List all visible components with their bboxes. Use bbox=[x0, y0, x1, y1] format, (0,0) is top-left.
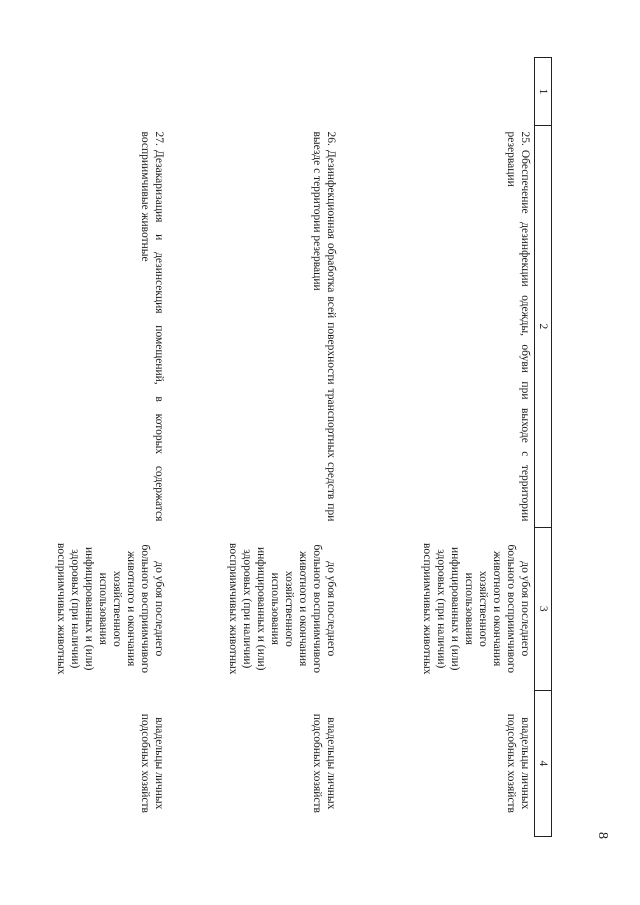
term-line: здоровых (при наличии) bbox=[68, 549, 81, 669]
responsible-line: подсобных хозяйств bbox=[504, 713, 517, 813]
row-number-label: 25. bbox=[518, 131, 531, 146]
term-line: хозяйственного bbox=[282, 570, 295, 647]
term-line: восприимчивых животных bbox=[226, 543, 239, 675]
row-measure-text: Дезакаризация и дезинсекция помещений, в которых содержатся восприимчивые животные bbox=[138, 131, 165, 522]
table-row bbox=[0, 58, 168, 837]
term-line: до убоя последнего bbox=[324, 561, 337, 657]
row-number bbox=[0, 58, 168, 126]
row-responsible bbox=[340, 690, 535, 836]
responsible-line: владельцы личных bbox=[324, 717, 337, 810]
table-row bbox=[168, 58, 340, 837]
term-line: использования bbox=[96, 572, 109, 645]
row-responsible bbox=[168, 690, 340, 836]
term-line: использования bbox=[462, 572, 475, 645]
row-term bbox=[340, 527, 535, 690]
term-line: использования bbox=[268, 572, 281, 645]
term-line: до убоя последнего bbox=[152, 561, 165, 657]
header-col-3: 3 bbox=[534, 527, 551, 690]
responsible-line: подсобных хозяйств bbox=[138, 713, 151, 813]
term-line: больного восприимчивого bbox=[504, 544, 517, 674]
term-line: восприимчивых животных bbox=[54, 543, 67, 675]
term-line: до убоя последнего bbox=[518, 561, 531, 657]
table-header-row bbox=[534, 58, 551, 837]
term-line: животного и окончания bbox=[490, 551, 503, 667]
header-col-1: 1 bbox=[534, 58, 551, 126]
term-line: животного и окончания bbox=[296, 551, 309, 667]
row-term bbox=[0, 527, 168, 690]
row-number-label: 26. bbox=[324, 131, 337, 146]
row-responsible bbox=[0, 690, 168, 836]
term-line: хозяйственного bbox=[110, 570, 123, 647]
term-line: больного восприимчивого bbox=[310, 544, 323, 674]
term-line: инфицированных и (или) bbox=[254, 547, 267, 671]
row-measure bbox=[0, 126, 168, 528]
term-line: здоровых (при наличии) bbox=[240, 549, 253, 669]
responsible-line: подсобных хозяйств bbox=[310, 713, 323, 813]
table-row bbox=[340, 58, 535, 837]
measures-table bbox=[0, 57, 552, 837]
row-number-label: 27. bbox=[152, 131, 165, 146]
page-number: 8 bbox=[595, 832, 610, 839]
term-line: животного и окончания bbox=[124, 551, 137, 667]
responsible-line: владельцы личных bbox=[518, 717, 531, 810]
term-line: инфицированных и (или) bbox=[82, 547, 95, 671]
row-measure bbox=[168, 126, 340, 528]
term-line: больного восприимчивого bbox=[138, 544, 151, 674]
header-col-2: 2 bbox=[534, 126, 551, 528]
row-measure bbox=[340, 126, 535, 528]
term-line: хозяйственного bbox=[476, 570, 489, 647]
term-line: восприимчивых животных bbox=[420, 543, 433, 675]
row-number bbox=[340, 58, 535, 126]
term-line: здоровых (при наличии) bbox=[434, 549, 447, 669]
row-measure-text: Дезинфекционная обработка всей поверхности транспортных средств при выезде с территории резервации bbox=[310, 131, 337, 522]
row-term bbox=[168, 527, 340, 690]
row-measure-text: Обеспечение дезинфекции одежды, обуви при выходе с территории резервации bbox=[504, 131, 531, 522]
term-line: инфицированных и (или) bbox=[448, 547, 461, 671]
header-col-4: 4 bbox=[534, 690, 551, 836]
responsible-line: владельцы личных bbox=[152, 717, 165, 810]
row-number bbox=[168, 58, 340, 126]
